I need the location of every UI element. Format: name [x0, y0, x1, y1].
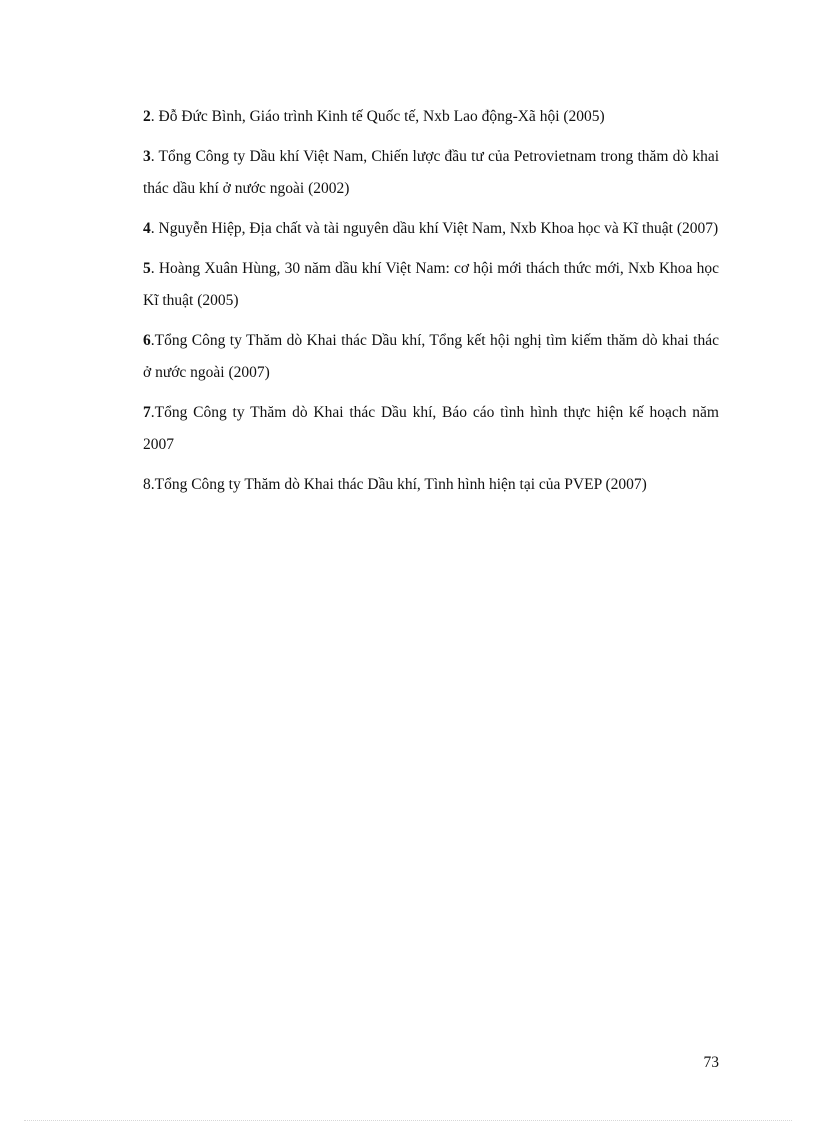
page-number: 73	[703, 1054, 719, 1071]
reference-number: 6	[143, 332, 151, 349]
reference-text: . Đỗ Đức Bình, Giáo trình Kinh tế Quốc tế, Nxb Lao động-Xã hội (2005)	[150, 108, 605, 125]
reference-text: . Nguyễn Hiệp, Địa chất và tài nguyên dầu khí Việt Nam, Nxb Khoa học và Kĩ thuật (2007)	[150, 220, 719, 237]
reference-item-8	[143, 469, 719, 501]
page-bottom-divider	[24, 1120, 792, 1121]
reference-list	[143, 101, 719, 509]
reference-number: 7	[143, 404, 151, 421]
reference-text: . Hoàng Xuân Hùng, 30 năm dầu khí Việt Nam: cơ hội mới thách thức mới, Nxb Khoa học Kĩ thuật (2005)	[143, 260, 719, 309]
reference-text: .Tổng Công ty Thăm dò Khai thác Dầu khí, Tình hình hiện tại của PVEP (2007)	[150, 476, 647, 493]
reference-number: 4	[143, 220, 151, 237]
reference-text: . Tổng Công ty Dầu khí Việt Nam, Chiến lược đầu tư của Petrovietnam trong thăm dò khai thác dầu khí ở nước ngoài (2002)	[143, 148, 719, 197]
reference-item-2	[143, 101, 719, 133]
reference-item-6	[143, 325, 719, 389]
reference-number: 5	[143, 260, 151, 277]
reference-number: 3	[143, 148, 151, 165]
reference-item-7	[143, 397, 719, 461]
reference-text: .Tổng Công ty Thăm dò Khai thác Dầu khí, Tổng kết hội nghị tìm kiếm thăm dò khai thác ở nước ngoài (2007)	[143, 332, 719, 381]
reference-item-3	[143, 141, 719, 205]
reference-item-5	[143, 253, 719, 317]
reference-text: .Tổng Công ty Thăm dò Khai thác Dầu khí, Báo cáo tình hình thực hiện kế hoạch năm 2007	[143, 404, 719, 453]
reference-item-4	[143, 213, 719, 245]
reference-number: 2	[143, 108, 151, 125]
reference-number: 8	[143, 476, 151, 493]
